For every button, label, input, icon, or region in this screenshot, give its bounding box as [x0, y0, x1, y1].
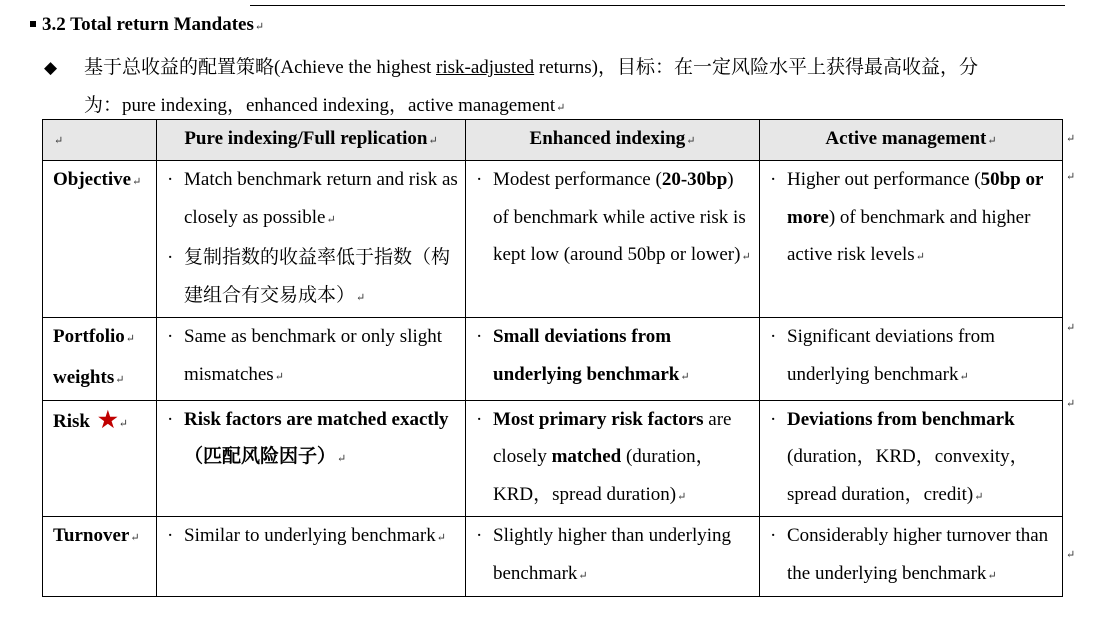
cell-turnover-active: · Considerably higher turnover than the underlying benchmark↵ — [760, 517, 1063, 596]
cell-risk-enhanced: · Most primary risk factors are closely matched (duration，KRD，spread duration)↵ — [466, 400, 760, 517]
row-end-mark-icon: ↵ — [1066, 398, 1076, 410]
cell-risk-active: · Deviations from benchmark (duration，KRD，convexity，spread duration，credit)↵ — [760, 400, 1063, 517]
item-dot-icon: · — [476, 326, 483, 348]
top-rule — [250, 5, 1065, 6]
row-end-mark-icon: ↵ — [1066, 171, 1076, 183]
header-pure-indexing: Pure indexing/Full replication↵ — [157, 120, 466, 161]
row-end-mark-icon: ↵ — [1066, 133, 1076, 145]
item-dot-icon: · — [476, 408, 483, 430]
item-dot-icon: · — [770, 169, 777, 190]
cell-mark-icon: ↵ — [987, 135, 997, 147]
cell-risk-pure: · Risk factors are matched exactly（匹配风险因子）↵ — [157, 400, 466, 517]
item-dot-icon: · — [476, 525, 483, 547]
cell-objective-enhanced: · Modest performance (20-30bp) of benchmark while active risk is kept low (around 50bp or lower)↵ — [466, 161, 760, 318]
item-dot-icon: · — [476, 169, 483, 190]
paragraph-mark-icon: ↵ — [254, 21, 265, 33]
intro-line-2-text: 为：pure indexing，enhanced indexing，active management — [84, 95, 556, 116]
intro-en-part1: (Achieve the highest — [274, 57, 436, 78]
item-dot-icon: · — [167, 326, 174, 348]
square-bullet-icon — [30, 21, 36, 27]
intro-line-1 — [44, 52, 978, 79]
intro-cn-strategy: 基于总收益的配置策略 — [84, 57, 275, 78]
table-row-weights — [43, 318, 1063, 400]
cell-mark-icon: ↵ — [686, 135, 696, 147]
intro-en-part2: returns)，目标：在一定风险水平上获得最高收益，分 — [534, 57, 978, 78]
section-heading — [30, 14, 264, 36]
header-enhanced-indexing: Enhanced indexing↵ — [466, 120, 760, 161]
cell-weights-active: · Significant deviations from underlying benchmark↵ — [760, 318, 1063, 400]
cell-objective-pure: · Match benchmark return and risk as closely as possible↵ · 复制指数的收益率低于指数（构建组合有交易成本）↵ — [157, 161, 466, 318]
cell-turnover-pure: · Similar to underlying benchmark↵ — [157, 517, 466, 596]
cell-turnover-enhanced: · Slightly higher than underlying benchmark↵ — [466, 517, 760, 596]
diamond-bullet-icon: ◆ — [44, 58, 58, 77]
table-header-row — [43, 120, 1063, 161]
section-number: 3.2 — [42, 14, 66, 35]
star-icon: ★ — [97, 406, 118, 432]
item-dot-icon: · — [770, 326, 777, 348]
item-dot-icon: · — [167, 169, 174, 190]
header-active-management: Active management↵ — [760, 120, 1063, 161]
table-row-turnover — [43, 517, 1063, 596]
row-label-portfolio-weights: Portfolio↵ weights↵ — [43, 318, 157, 400]
row-end-mark-icon: ↵ — [1066, 549, 1076, 561]
item-dot-icon: · — [770, 408, 777, 430]
item-dot-icon: · — [167, 525, 174, 547]
item-dot-icon: · — [167, 247, 174, 269]
table-row-risk — [43, 400, 1063, 517]
cell-objective-active: · Higher out performance (50bp or more) of benchmark and higher active risk levels↵ — [760, 161, 1063, 318]
intro-line-2 — [84, 90, 565, 117]
section-title: Total return Mandates — [70, 14, 254, 35]
table-row-objective — [43, 161, 1063, 318]
row-label-risk: Risk ★↵ — [43, 400, 157, 517]
cell-mark-icon: ↵ — [428, 135, 438, 147]
mandates-table — [42, 119, 1063, 597]
row-label-objective: Objective↵ — [43, 161, 157, 318]
item-dot-icon: · — [167, 408, 174, 430]
row-end-mark-icon: ↵ — [1066, 322, 1076, 334]
item-dot-icon: · — [770, 525, 777, 547]
cell-weights-pure: · Same as benchmark or only slight mismatches↵ — [157, 318, 466, 400]
paragraph-mark-icon: ↵ — [556, 102, 566, 114]
row-label-turnover: Turnover↵ — [43, 517, 157, 596]
intro-underlined-term: risk-adjusted — [436, 57, 535, 78]
header-empty-cell — [43, 120, 157, 161]
cell-mark-icon: ↵ — [54, 135, 64, 147]
cell-weights-enhanced: · Small deviations from underlying benchmark↵ — [466, 318, 760, 400]
